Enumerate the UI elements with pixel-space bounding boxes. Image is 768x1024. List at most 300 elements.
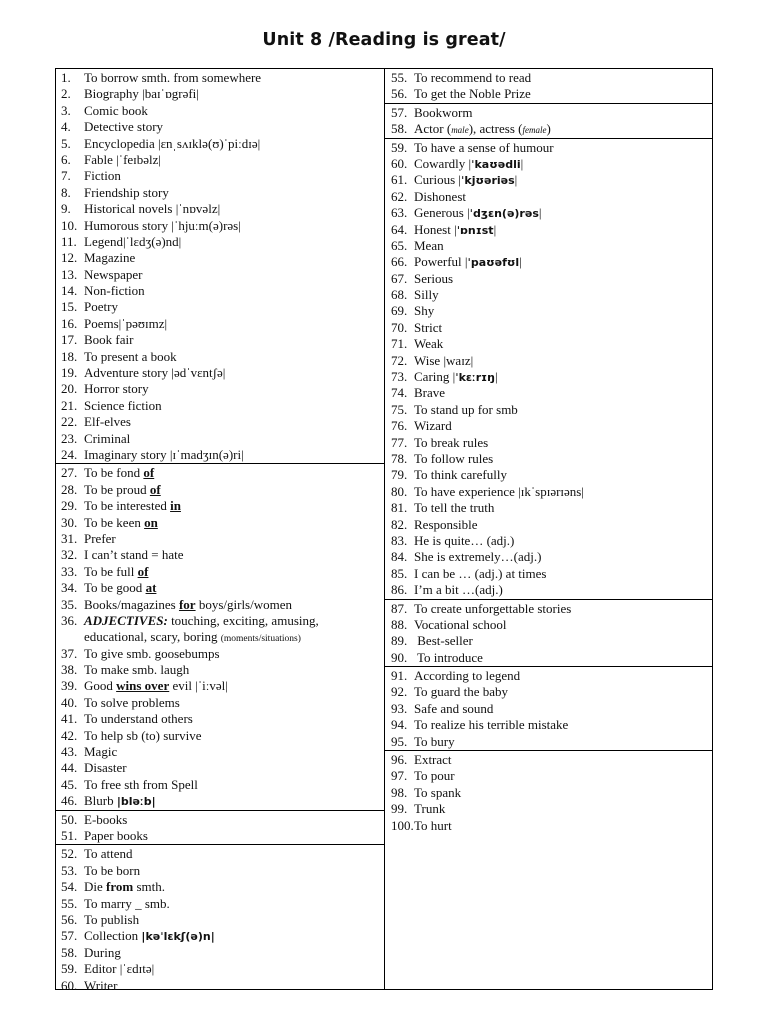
entry-text: ), actress (	[468, 121, 523, 137]
item-number: 21.	[61, 397, 78, 413]
item-number: 16.	[61, 315, 78, 331]
item-number: 57.	[61, 928, 78, 944]
item-number: 79.	[391, 467, 408, 483]
item-number: 94.	[391, 717, 408, 733]
entry-text: |	[495, 369, 498, 385]
entry-text: Strict	[414, 319, 443, 335]
item-number: 95.	[391, 733, 408, 749]
item-number: 55.	[391, 70, 408, 85]
entry-text: Biography |baɪˈɒgrəfi|	[84, 86, 199, 102]
entry-text: To be proud	[84, 481, 150, 497]
item-number: 74.	[391, 385, 408, 401]
item-number: 10.	[61, 217, 78, 233]
vocab-item	[385, 684, 712, 700]
word-group	[385, 69, 712, 103]
vocab-item	[56, 168, 384, 184]
gender-note: male	[451, 125, 469, 136]
keyword: of	[149, 481, 161, 497]
entry-text: To introduce	[414, 649, 483, 665]
vocabulary-column-left	[55, 68, 385, 993]
word-group	[385, 750, 712, 834]
entry-text: To attend	[84, 846, 133, 862]
entry-text: Humorous story |ˈhjuːm(ə)rəs|	[84, 217, 241, 233]
vocab-item	[385, 617, 712, 633]
vocab-item	[56, 828, 384, 844]
vocab-item	[385, 353, 712, 369]
entry-text: Safe and sound	[414, 700, 494, 716]
vocab-item	[56, 86, 384, 102]
item-number: 76.	[391, 418, 408, 434]
item-number: 68.	[391, 287, 408, 303]
vocab-item	[385, 287, 712, 303]
vocab-item	[56, 662, 384, 678]
item-number: 35.	[61, 596, 78, 612]
vocab-item	[56, 103, 384, 119]
item-number: 31.	[61, 530, 78, 546]
entry-text: Poems|ˈpəʊɪmz|	[84, 315, 168, 331]
vocab-item	[385, 734, 712, 750]
phonetic-transcription: ˈkjʊəriəs	[461, 174, 515, 188]
item-number: 100.	[391, 817, 414, 833]
entry-text: To create unforgettable stories	[414, 600, 572, 616]
vocab-item	[56, 498, 384, 514]
entry-text: To guard the baby	[414, 684, 509, 700]
vocab-item	[56, 531, 384, 547]
vocabulary-column-right	[385, 68, 713, 990]
entry-text: Good	[84, 678, 117, 694]
vocab-item	[56, 580, 384, 596]
item-number: 39.	[61, 678, 78, 694]
vocab-item	[385, 818, 712, 834]
item-number: 44.	[61, 760, 78, 776]
entry-text: Caring |	[414, 369, 456, 385]
phonetic-transcription: ˈkɛːrɪŋ	[455, 371, 496, 385]
phonetic-transcription: ˈkaʊədli	[471, 157, 521, 171]
entry-text: Encyclopedia |ɛnˌsʌɪklə(ʊ)ˈpiːdɪə|	[84, 135, 261, 151]
vocab-item	[385, 336, 712, 352]
item-number: 41.	[61, 711, 78, 727]
item-number: 65.	[391, 237, 408, 253]
vocab-item	[385, 717, 712, 733]
entry-text: To hurt	[414, 817, 452, 833]
vocab-item	[56, 234, 384, 250]
item-number: 18.	[61, 348, 78, 364]
word-group	[385, 599, 712, 667]
vocab-item	[56, 447, 384, 463]
entry-text: Best-seller	[414, 633, 473, 649]
entry-text: To free sth from Spell	[84, 776, 198, 792]
entry-text: To bury	[414, 733, 455, 749]
entry-text: To be fond	[84, 465, 144, 481]
entry-text: Collection	[84, 928, 142, 944]
item-number: 42.	[61, 727, 78, 743]
entry-text: Poetry	[84, 299, 118, 315]
vocab-item	[56, 564, 384, 580]
entry-text: |	[514, 172, 518, 188]
item-number: 9.	[61, 201, 71, 217]
entry-text: |	[493, 221, 497, 237]
vocab-item	[385, 517, 712, 533]
entry-text: Generous |	[414, 205, 470, 221]
item-number: 82.	[391, 516, 408, 532]
item-number: 58.	[61, 944, 78, 960]
vocab-item	[385, 222, 712, 238]
entry-text: Extract	[414, 752, 452, 768]
page-title: Unit 8 /Reading is great/	[262, 30, 506, 50]
item-number: 45.	[61, 776, 78, 792]
item-number: 73.	[391, 369, 408, 385]
entry-text: According to legend	[414, 668, 521, 684]
item-number: 12.	[61, 250, 78, 266]
entry-text: To be born	[84, 862, 141, 878]
keyword: for	[178, 596, 196, 612]
vocab-item	[385, 633, 712, 649]
vocab-item	[385, 140, 712, 156]
vocab-item	[56, 381, 384, 397]
entry-text: Shy	[414, 303, 435, 319]
entry-text: To recommend to read	[414, 70, 532, 85]
vocab-item	[56, 912, 384, 928]
entry-text: Historical novels |ˈnɒvəlz|	[84, 201, 221, 217]
vocab-item	[385, 156, 712, 172]
phonetic-transcription: |kəˈlɛkʃ(ə)n|	[141, 930, 215, 944]
vocab-item	[385, 549, 712, 565]
word-group	[56, 463, 384, 809]
entry-text: Cowardly |	[414, 155, 472, 171]
item-number: 8.	[61, 184, 71, 200]
vocab-item	[385, 785, 712, 801]
entry-text: smth.	[133, 879, 166, 895]
entry-text: Magazine	[84, 250, 136, 266]
vocab-item	[56, 695, 384, 711]
vocab-item	[56, 613, 384, 646]
item-number: 51.	[61, 827, 78, 843]
item-number: 77.	[391, 434, 408, 450]
entry-text: To give smb. goosebumps	[84, 645, 220, 661]
vocab-item	[56, 547, 384, 563]
item-number: 66.	[391, 254, 408, 270]
entry-text: To have a sense of humour	[414, 139, 554, 155]
vocab-item	[385, 385, 712, 401]
entry-text: Books/magazines	[84, 596, 179, 612]
item-number: 22.	[61, 414, 78, 430]
entry-text: To stand up for smb	[414, 401, 518, 417]
entry-text: To have experience |ɪkˈspɪərɪəns|	[414, 483, 584, 499]
entry-text: To publish	[84, 911, 140, 927]
phonetic-transcription: ˈpaʊəfʊl	[467, 256, 520, 270]
vocab-item	[56, 332, 384, 348]
item-number: 88.	[391, 616, 408, 632]
entry-text: Writer	[84, 977, 118, 993]
vocab-item	[56, 793, 384, 809]
entry-heading: ADJECTIVES:	[84, 612, 168, 628]
item-number: 38.	[61, 662, 78, 678]
item-number: 83.	[391, 532, 408, 548]
item-number: 72.	[391, 352, 408, 368]
vocab-item	[385, 303, 712, 319]
item-number: 59.	[61, 961, 78, 977]
entry-text: Non-fiction	[84, 283, 145, 299]
vocab-item	[385, 582, 712, 598]
vocab-item	[56, 961, 384, 977]
entry-text: Wizard	[414, 418, 452, 434]
item-number: 11.	[61, 233, 77, 249]
item-number: 97.	[391, 768, 408, 784]
entry-text: During	[84, 944, 121, 960]
vocab-item	[385, 566, 712, 582]
vocab-item	[56, 70, 384, 86]
entry-text: E-books	[84, 811, 128, 827]
entry-text: To marry _ smb.	[84, 895, 170, 911]
item-number: 63.	[391, 205, 408, 221]
item-number: 32.	[61, 547, 78, 563]
vocab-item	[56, 465, 384, 481]
item-number: 70.	[391, 319, 408, 335]
entry-note: (moments/situations)	[220, 634, 301, 645]
vocab-item	[56, 185, 384, 201]
vocab-item	[56, 136, 384, 152]
word-group	[56, 810, 384, 845]
entry-text: Silly	[414, 287, 439, 303]
entry-text: She is extremely…(adj.)	[414, 549, 542, 565]
item-number: 60.	[61, 977, 78, 993]
entry-text: Wise |waɪz|	[414, 352, 474, 368]
item-number: 15.	[61, 299, 78, 315]
entry-text: Honest |	[414, 221, 457, 237]
item-number: 5.	[61, 135, 71, 151]
item-number: 75.	[391, 401, 408, 417]
entry-text: To be keen	[84, 514, 145, 530]
vocab-item	[56, 678, 384, 694]
phonetic-transcription: |bləːb|	[116, 795, 156, 809]
item-number: 80.	[391, 483, 408, 499]
vocab-item	[385, 369, 712, 385]
item-number: 13.	[61, 266, 78, 282]
entry-text: To pour	[414, 768, 455, 784]
item-number: 36.	[61, 612, 78, 628]
entry-text: To help sb (to) survive	[84, 727, 202, 743]
item-number: 28.	[61, 481, 78, 497]
vocab-item	[56, 267, 384, 283]
entry-text: To be interested	[84, 498, 171, 514]
entry-text: Blurb	[84, 793, 117, 809]
entry-text: touching, exciting, amusing,	[167, 612, 319, 628]
item-number: 55.	[61, 895, 78, 911]
item-number: 46.	[61, 793, 78, 809]
entry-text: To borrow smth. from somewhere	[84, 70, 262, 85]
entry-text: To realize his terrible mistake	[414, 717, 569, 733]
entry-text: Mean	[414, 237, 444, 253]
entry-text: Powerful |	[414, 254, 468, 270]
entry-text: To get the Noble Prize	[414, 86, 531, 102]
item-number: 52.	[61, 846, 78, 862]
gender-note: female	[522, 125, 547, 136]
item-number: 59.	[391, 139, 408, 155]
item-number: 6.	[61, 151, 71, 167]
keyword: of	[137, 563, 149, 579]
entry-text: Bookworm	[414, 104, 473, 120]
entry-text: To make smb. laugh	[84, 662, 190, 678]
entry-text: Actor (	[414, 121, 452, 137]
item-number: 33.	[61, 563, 78, 579]
vocab-item	[56, 711, 384, 727]
vocab-item	[385, 172, 712, 188]
vocab-item	[56, 978, 384, 994]
entry-text: I can’t stand = hate	[84, 547, 184, 563]
vocab-item	[385, 801, 712, 817]
item-number: 43.	[61, 744, 78, 760]
item-number: 2.	[61, 86, 71, 102]
item-number: 37.	[61, 645, 78, 661]
entry-text: Criminal	[84, 430, 131, 446]
entry-text: Detective story	[84, 119, 164, 135]
item-number: 23.	[61, 430, 78, 446]
entry-text: Brave	[414, 385, 446, 401]
entry-text: Weak	[414, 336, 444, 352]
entry-text: Friendship story	[84, 184, 169, 200]
vocab-item	[56, 299, 384, 315]
entry-text: Prefer	[84, 530, 116, 546]
vocab-item	[56, 152, 384, 168]
item-number: 61.	[391, 172, 408, 188]
vocab-item	[385, 205, 712, 221]
entry-text: boys/girls/women	[195, 596, 292, 612]
entry-text: I can be … (adj.) at times	[414, 565, 547, 581]
vocab-item	[56, 414, 384, 430]
vocab-item	[385, 70, 712, 86]
entry-text: Science fiction	[84, 397, 162, 413]
item-number: 14.	[61, 283, 78, 299]
vocab-item	[385, 768, 712, 784]
entry-text: Paper books	[84, 827, 148, 843]
item-number: 81.	[391, 500, 408, 516]
entry-text: Legend|ˈlɛdʒ(ə)nd|	[84, 233, 182, 249]
vocab-item	[385, 601, 712, 617]
item-number: 62.	[391, 188, 408, 204]
item-number: 50.	[61, 811, 78, 827]
item-number: 67.	[391, 270, 408, 286]
vocab-item	[385, 701, 712, 717]
vocab-item	[56, 760, 384, 776]
vocab-item	[385, 484, 712, 500]
item-number: 24.	[61, 446, 78, 462]
entry-text: To understand others	[84, 711, 193, 727]
entry-text: To present a book	[84, 348, 177, 364]
item-number: 7.	[61, 168, 71, 184]
vocab-item	[56, 928, 384, 944]
entry-text: I’m a bit …(adj.)	[414, 582, 503, 598]
entry-text: To be good	[84, 580, 146, 596]
entry-text: To break rules	[414, 434, 489, 450]
vocab-item	[56, 482, 384, 498]
vocab-item	[385, 189, 712, 205]
vocab-item	[56, 398, 384, 414]
vocab-item	[56, 349, 384, 365]
entry-text: |	[538, 205, 542, 221]
entry-text: Vocational school	[414, 616, 507, 632]
entry-text: Magic	[84, 744, 118, 760]
vocab-item	[56, 119, 384, 135]
entry-text: |	[519, 254, 522, 270]
word-group	[56, 844, 384, 994]
word-group	[56, 69, 384, 463]
vocab-item	[56, 283, 384, 299]
vocab-item	[56, 646, 384, 662]
item-number: 29.	[61, 498, 78, 514]
item-number: 84.	[391, 549, 408, 565]
vocab-item	[56, 879, 384, 895]
item-number: 85.	[391, 565, 408, 581]
entry-text: Curious |	[414, 172, 462, 188]
vocab-item	[56, 250, 384, 266]
vocab-item	[385, 402, 712, 418]
entry-text: Book fair	[84, 332, 134, 348]
entry-text: Responsible	[414, 516, 478, 532]
vocab-item	[56, 812, 384, 828]
vocab-item	[385, 105, 712, 121]
vocab-item	[385, 271, 712, 287]
item-number: 92.	[391, 684, 408, 700]
entry-text: Editor |ˈɛdɪtə|	[84, 961, 155, 977]
item-number: 87.	[391, 600, 408, 616]
keyword: on	[144, 514, 158, 530]
entry-text: Comic book	[84, 102, 148, 118]
vocab-item	[385, 451, 712, 467]
item-number: 40.	[61, 694, 78, 710]
item-number: 96.	[391, 752, 408, 768]
entry-text: Disaster	[84, 760, 127, 776]
item-number: 64.	[391, 221, 408, 237]
item-number: 57.	[391, 104, 408, 120]
item-number: 1.	[61, 70, 71, 85]
vocab-item	[56, 896, 384, 912]
vocab-item	[56, 777, 384, 793]
entry-continuation	[61, 629, 384, 645]
entry-text: Fable |ˈfeɪbəlz|	[84, 151, 162, 167]
item-number: 93.	[391, 700, 408, 716]
word-group	[385, 103, 712, 138]
vocab-item	[385, 752, 712, 768]
vocab-item	[385, 500, 712, 516]
entry-text: To be full	[84, 563, 138, 579]
item-number: 86.	[391, 582, 408, 598]
item-number: 56.	[391, 86, 408, 102]
entry-text: Imaginary story |ɪˈmadʒɪn(ə)ri|	[84, 446, 244, 462]
item-number: 34.	[61, 580, 78, 596]
item-number: 99.	[391, 801, 408, 817]
item-number: 71.	[391, 336, 408, 352]
vocab-item	[56, 218, 384, 234]
item-number: 89.	[391, 633, 408, 649]
keyword: of	[143, 465, 155, 481]
word-group	[385, 666, 712, 750]
vocab-item	[385, 254, 712, 270]
phonetic-transcription: ˈdʒɛn(ə)rəs	[469, 207, 539, 221]
entry-text: Serious	[414, 270, 453, 286]
entry-text: |	[520, 155, 524, 171]
item-number: 4.	[61, 119, 71, 135]
entry-text: Dishonest	[414, 188, 466, 204]
item-number: 27.	[61, 465, 78, 481]
item-number: 3.	[61, 102, 71, 118]
vocab-item	[385, 467, 712, 483]
entry-text: evil |ˈiːvəl|	[169, 678, 228, 694]
vocab-item	[56, 515, 384, 531]
entry-text: To tell the truth	[414, 500, 495, 516]
keyword: at	[145, 580, 157, 596]
item-number: 91.	[391, 668, 408, 684]
word-group	[385, 138, 712, 599]
